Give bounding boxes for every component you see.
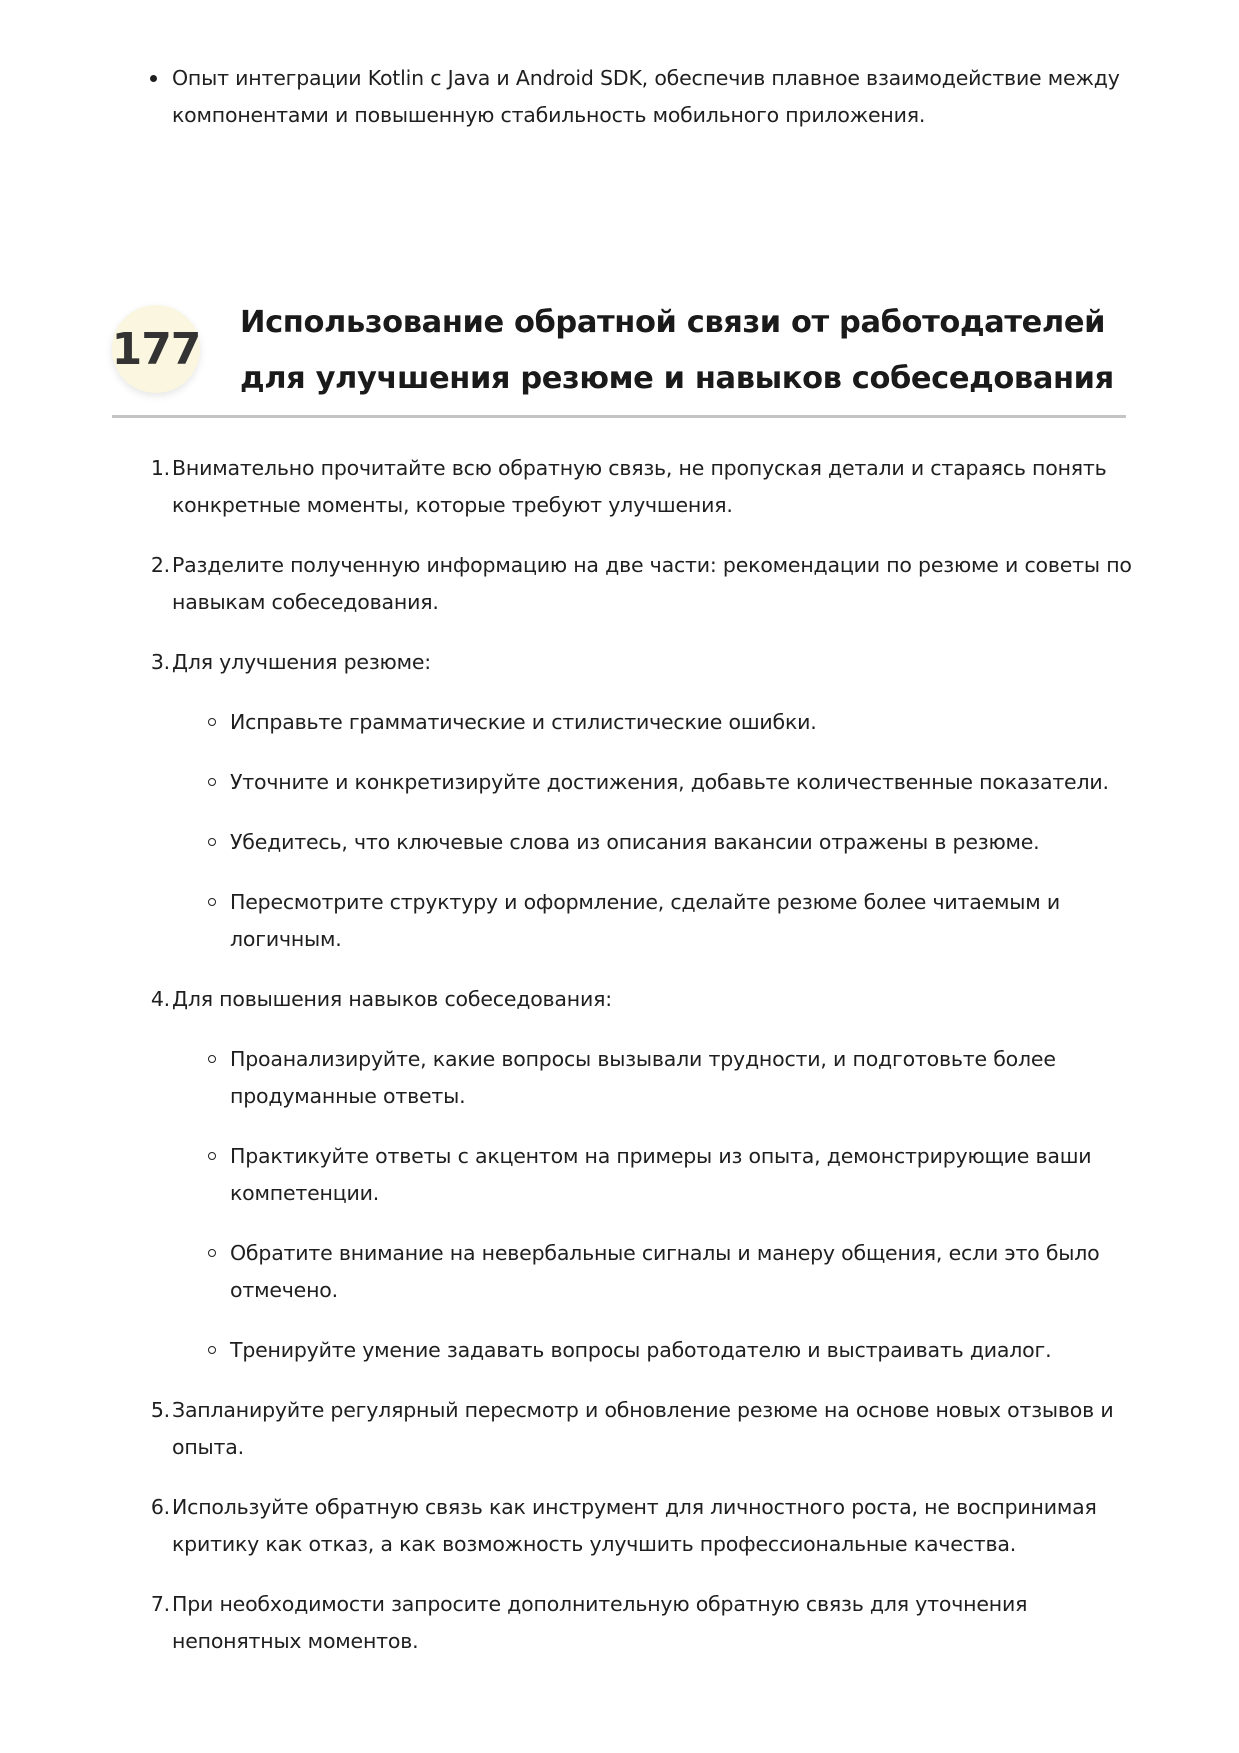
sub-list-item: Проанализируйте, какие вопросы вызывали трудности, и подготовьте более продуманные ответы. bbox=[172, 1041, 1140, 1115]
sub-list-item: Исправьте грамматические и стилистические ошибки. bbox=[172, 704, 1140, 741]
step-item bbox=[150, 644, 1140, 958]
steps-list bbox=[150, 450, 1140, 1683]
step-text: Для повышения навыков собеседования: bbox=[172, 987, 612, 1011]
step-text: Разделите полученную информацию на две части: рекомендации по резюме и советы по навыкам собеседования. bbox=[172, 553, 1132, 614]
step-item bbox=[150, 1392, 1140, 1466]
step-item bbox=[150, 981, 1140, 1369]
step-text: Внимательно прочитайте всю обратную связь, не пропуская детали и стараясь понять конкретные моменты, которые требуют улучшения. bbox=[172, 456, 1107, 517]
section-title: Использование обратной связи от работодателей для улучшения резюме и навыков собеседования bbox=[240, 305, 1114, 396]
step-text: Для улучшения резюме: bbox=[172, 650, 431, 674]
step-number: 4. bbox=[150, 987, 170, 1011]
section-heading bbox=[112, 295, 1126, 418]
intro-bullet-item: Опыт интеграции Kotlin с Java и Android SDK, обеспечив плавное взаимодействие между компонентами и повышенную стабильность мобильного приложения. bbox=[150, 60, 1140, 134]
section-number-badge: 177 bbox=[112, 305, 200, 393]
sub-list-item: Уточните и конкретизируйте достижения, добавьте количественные показатели. bbox=[172, 764, 1140, 801]
step-item bbox=[150, 1586, 1140, 1660]
sub-list-item: Убедитесь, что ключевые слова из описания вакансии отражены в резюме. bbox=[172, 824, 1140, 861]
step-item bbox=[150, 450, 1140, 524]
sub-list-item: Обратите внимание на невербальные сигналы и манеру общения, если это было отмечено. bbox=[172, 1235, 1140, 1309]
resume-tips-list bbox=[172, 704, 1140, 958]
intro-bullet-list bbox=[150, 60, 1140, 134]
step-text: Используйте обратную связь как инструмент для личностного роста, не воспринимая критику как отказ, а как возможность улучшить профессиональные качества. bbox=[172, 1495, 1097, 1556]
step-number: 6. bbox=[150, 1495, 170, 1519]
interview-tips-list bbox=[172, 1041, 1140, 1369]
step-number: 2. bbox=[150, 553, 170, 577]
step-text: Запланируйте регулярный пересмотр и обновление резюме на основе новых отзывов и опыта. bbox=[172, 1398, 1114, 1459]
step-number: 5. bbox=[150, 1398, 170, 1422]
step-item bbox=[150, 1489, 1140, 1563]
step-number: 7. bbox=[150, 1592, 170, 1616]
sub-list-item: Практикуйте ответы с акцентом на примеры из опыта, демонстрирующие ваши компетенции. bbox=[172, 1138, 1140, 1212]
sub-list-item: Тренируйте умение задавать вопросы работодателю и выстраивать диалог. bbox=[172, 1332, 1140, 1369]
step-number: 1. bbox=[150, 456, 170, 480]
sub-list-item: Пересмотрите структуру и оформление, сделайте резюме более читаемым и логичным. bbox=[172, 884, 1140, 958]
step-item bbox=[150, 547, 1140, 621]
step-text: При необходимости запросите дополнительную обратную связь для уточнения непонятных моментов. bbox=[172, 1592, 1028, 1653]
step-number: 3. bbox=[150, 650, 170, 674]
